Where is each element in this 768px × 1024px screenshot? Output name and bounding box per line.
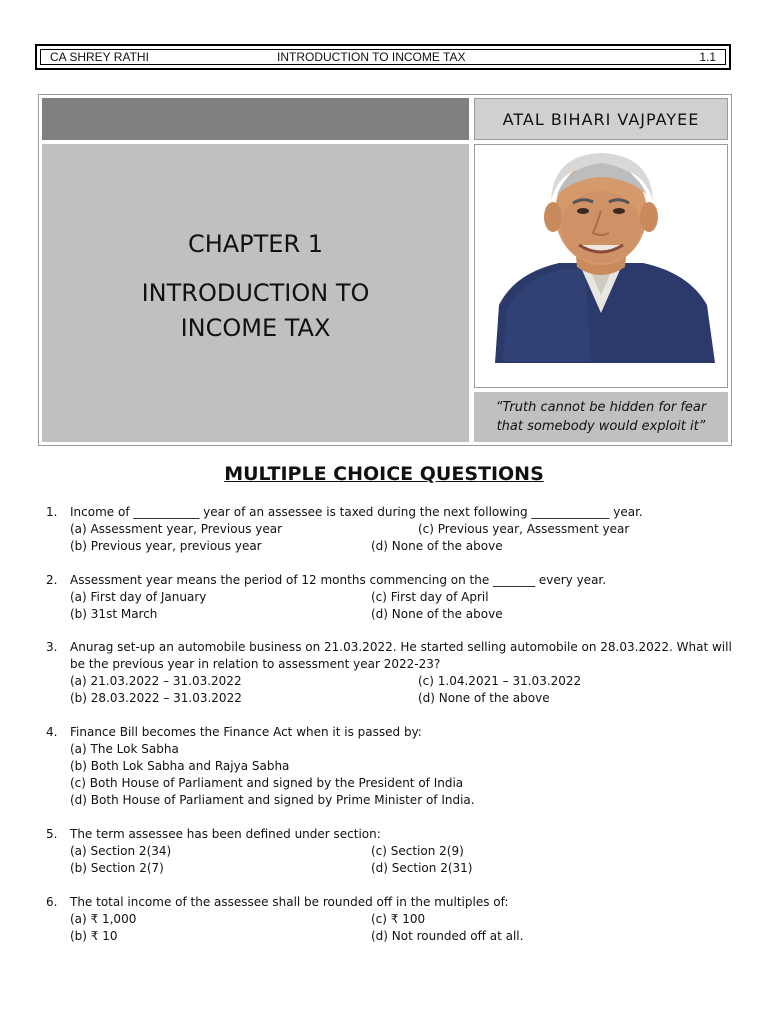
- question-2-option-b: (b) 31st March: [70, 607, 158, 621]
- question-6-option-b: (b) ₹ 10: [70, 929, 118, 943]
- question-4-option-d: (d) Both House of Parliament and signed by Prime Minister of India.: [70, 793, 475, 807]
- page-header-inner: [40, 49, 726, 65]
- person-name: ATAL BIHARI VAJPAYEE: [502, 109, 700, 129]
- chapter-number: CHAPTER 1: [187, 230, 324, 258]
- question-number: 4.: [46, 725, 58, 739]
- quote-line-1: “Truth cannot be hidden for fear: [495, 400, 707, 415]
- chapter-title-line-2: INCOME TAX: [180, 314, 331, 342]
- question-number: 3.: [46, 640, 58, 654]
- question-3-option-d: (d) None of the above: [418, 691, 550, 705]
- question-4-option-c: (c) Both House of Parliament and signed by the President of India: [70, 776, 464, 790]
- question-4-option-b: (b) Both Lok Sabha and Rajya Sabha: [70, 759, 290, 773]
- question-number: 5.: [46, 827, 58, 841]
- header-author: CA SHREY RATHI: [50, 50, 149, 64]
- header-title: INTRODUCTION TO INCOME TAX: [277, 50, 466, 64]
- question-1-option-d: (d) None of the above: [371, 539, 503, 553]
- chapter-title: [42, 276, 469, 346]
- question-1-option-b: (b) Previous year, previous year: [70, 539, 262, 553]
- portrait-image: [475, 145, 727, 387]
- question-number: 2.: [46, 573, 58, 587]
- question-6-option-d: (d) Not rounded off at all.: [371, 929, 524, 943]
- question-1-option-c: (c) Previous year, Assessment year: [418, 522, 630, 536]
- question-6-option-c: (c) ₹ 100: [371, 912, 426, 926]
- quote-box: [474, 392, 728, 442]
- question-1-option-a: (a) Assessment year, Previous year: [70, 522, 283, 536]
- section-title: MULTIPLE CHOICE QUESTIONS: [224, 463, 544, 485]
- question-text: The total income of the assessee shall be rounded off in the multiples of:: [70, 895, 509, 909]
- question-text: Anurag set-up an automobile business on 21.03.2022. He started selling automobile on 28.03.2022. What will be the previous year in relation to assessment year 2022-23?: [70, 640, 732, 671]
- question-5-option-b: (b) Section 2(7): [70, 861, 164, 875]
- question-4-option-a: (a) The Lok Sabha: [70, 742, 179, 756]
- portrait-photo: [474, 144, 728, 388]
- question-5-option-c: (c) Section 2(9): [371, 844, 464, 858]
- header-page-number: 1.1: [699, 50, 716, 64]
- person-name-box: [474, 98, 728, 140]
- question-5-option-a: (a) Section 2(34): [70, 844, 172, 858]
- quote-line-2: that somebody would exploit it”: [496, 419, 706, 434]
- chapter-box: [42, 144, 469, 442]
- question-number: 6.: [46, 895, 58, 909]
- question-3-option-b: (b) 28.03.2022 – 31.03.2022: [70, 691, 242, 705]
- chapter-title-line-1: INTRODUCTION TO: [141, 279, 370, 307]
- banner-gray-bar: [42, 98, 469, 140]
- question-2-option-c: (c) First day of April: [371, 590, 489, 604]
- question-5-option-d: (d) Section 2(31): [371, 861, 473, 875]
- question-number: 1.: [46, 505, 58, 519]
- question-3-option-c: (c) 1.04.2021 – 31.03.2022: [418, 674, 582, 688]
- question-text: The term assessee has been defined under section:: [70, 827, 381, 841]
- question-text: Income of ___________ year of an assessee is taxed during the next following _____________ year.: [70, 505, 643, 519]
- question-3-option-a: (a) 21.03.2022 – 31.03.2022: [70, 674, 242, 688]
- question-6-option-a: (a) ₹ 1,000: [70, 912, 137, 926]
- chapter-banner: [38, 94, 732, 446]
- question-text: Assessment year means the period of 12 months commencing on the _______ every year.: [70, 573, 607, 587]
- question-2-option-a: (a) First day of January: [70, 590, 207, 604]
- question-2-option-d: (d) None of the above: [371, 607, 503, 621]
- page-header: [35, 44, 731, 70]
- question-text: Finance Bill becomes the Finance Act when it is passed by:: [70, 725, 422, 739]
- quote: [496, 398, 707, 436]
